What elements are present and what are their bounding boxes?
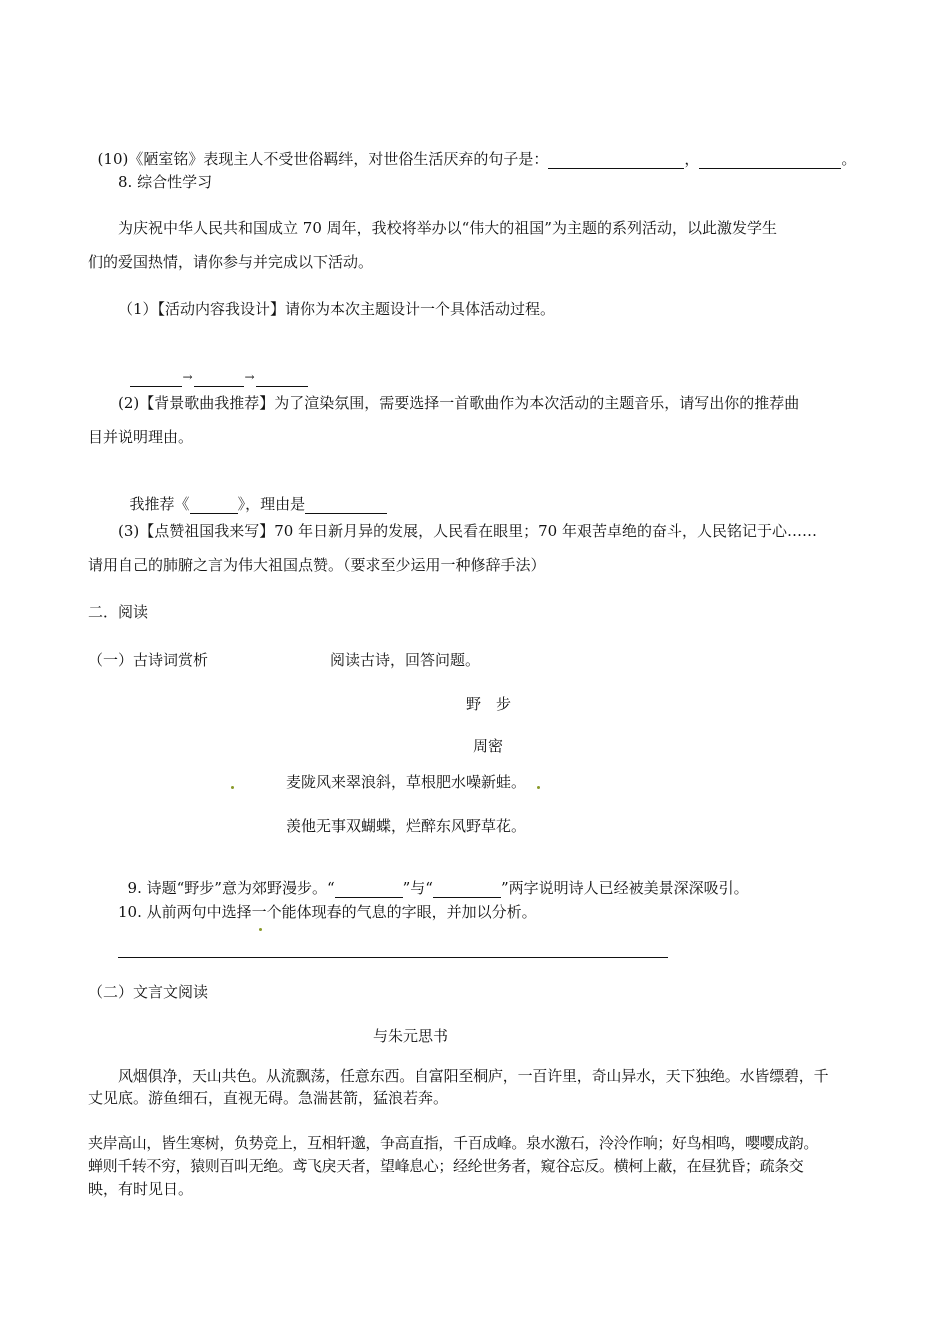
paragraph-line: 丈见底。游鱼细石，直视无碍。急湍甚箭，猛浪若奔。 — [88, 1089, 449, 1107]
question-8-part-1: （1）【活动内容我设计】请你为本次主题设计一个具体活动过程。 — [118, 300, 556, 318]
poem-section-heading: （一）古诗词赏析 — [88, 651, 209, 669]
period: 。 — [841, 150, 857, 168]
answer-blank[interactable] — [548, 152, 684, 169]
question-text: ”两字说明诗人已经被美景深深吸引。 — [500, 879, 749, 897]
question-10: 10. 从前两句中选择一个能体现春的气息的字眼，并加以分析。 — [118, 903, 537, 921]
question-8-intro-line: 们的爱国热情，请你参与并完成以下活动。 — [88, 253, 374, 271]
section-heading: 二．阅读 — [88, 603, 149, 621]
decorative-dot — [259, 928, 262, 931]
classical-title: 与朱元思书 — [373, 1027, 449, 1045]
song-recommendation — [120, 474, 387, 514]
decorative-dot — [231, 786, 234, 789]
answer-blank[interactable] — [699, 152, 841, 169]
answer-blank[interactable] — [130, 370, 182, 387]
question-text: 9. 诗题“野步”意为郊野漫步。“ — [127, 879, 335, 897]
answer-blank[interactable] — [335, 881, 403, 898]
decorative-dot — [537, 786, 540, 789]
question-8-part-2: (2)【背景歌曲我推荐】为了渲染氛围，需要选择一首歌曲作为本次活动的主题音乐，请写出你的推荐曲 — [118, 394, 800, 412]
paragraph-line: 风烟俱净，天山共色。从流飘荡，任意东西。自富阳至桐庐，一百许里，奇山异水，天下独绝。水皆缥碧，千 — [118, 1067, 829, 1085]
comma: ， — [684, 150, 700, 168]
question-7-10 — [88, 129, 856, 169]
reason-blank[interactable] — [305, 497, 387, 514]
paragraph-line: 夹岸高山，皆生寒树，负势竞上，互相轩邈，争高直指，千百成峰。泉水激石，泠泠作响；好鸟相鸣，嘤嘤成韵。 — [88, 1134, 819, 1152]
answer-blank[interactable] — [256, 370, 308, 387]
answer-blank[interactable] — [194, 370, 244, 387]
poem-line: 麦陇风来翠浪斜，草根肥水噪新蛙。 — [286, 773, 527, 791]
arrow-icon: → — [244, 370, 255, 384]
arrow-icon: → — [182, 370, 193, 384]
question-text: (10)《陋室铭》表现主人不受世俗羁绊，对世俗生活厌弃的句子是： — [97, 150, 549, 168]
song-blank[interactable] — [190, 497, 238, 514]
poem-line: 羡他无事双蝴蝶，烂醉东风野草花。 — [286, 817, 527, 835]
question-8-intro-line: 为庆祝中华人民共和国成立 70 周年，我校将举办以“伟大的祖国”为主题的系列活动，以此激发学生 — [118, 219, 777, 237]
reason-label: 》，理由是 — [237, 495, 306, 513]
question-8-part-3-cont: 请用自己的肺腑之言为伟大祖国点赞。（要求至少运用一种修辞手法） — [88, 556, 546, 574]
answer-line[interactable] — [118, 957, 668, 958]
question-8-title: 8. 综合性学习 — [118, 173, 213, 191]
recommend-label: 我推荐《 — [129, 495, 190, 513]
paragraph-line: 蝉则千转不穷，猿则百叫无绝。鸢飞戾天者，望峰息心；经纶世务者，窥谷忘反。横柯上蔽，在昼犹昏；疏条交 — [88, 1157, 804, 1175]
poem-title: 野 步 — [466, 695, 512, 713]
poem-author: 周密 — [473, 737, 504, 755]
paragraph-line: 映，有时见日。 — [88, 1180, 194, 1198]
question-text: ”与“ — [402, 879, 433, 897]
question-8-part-3: (3)【点赞祖国我来写】70 年日新月异的发展，人民看在眼里；70 年艰苦卓绝的奋斗，人民铭记于心…… — [118, 522, 817, 540]
classical-section-heading: （二）文言文阅读 — [88, 983, 209, 1001]
poem-instruction: 阅读古诗，回答问题。 — [330, 651, 481, 669]
question-8-part-2-cont: 目并说明理由。 — [88, 428, 194, 446]
activity-flow — [120, 346, 308, 387]
question-9 — [118, 858, 749, 898]
answer-blank[interactable] — [433, 881, 501, 898]
